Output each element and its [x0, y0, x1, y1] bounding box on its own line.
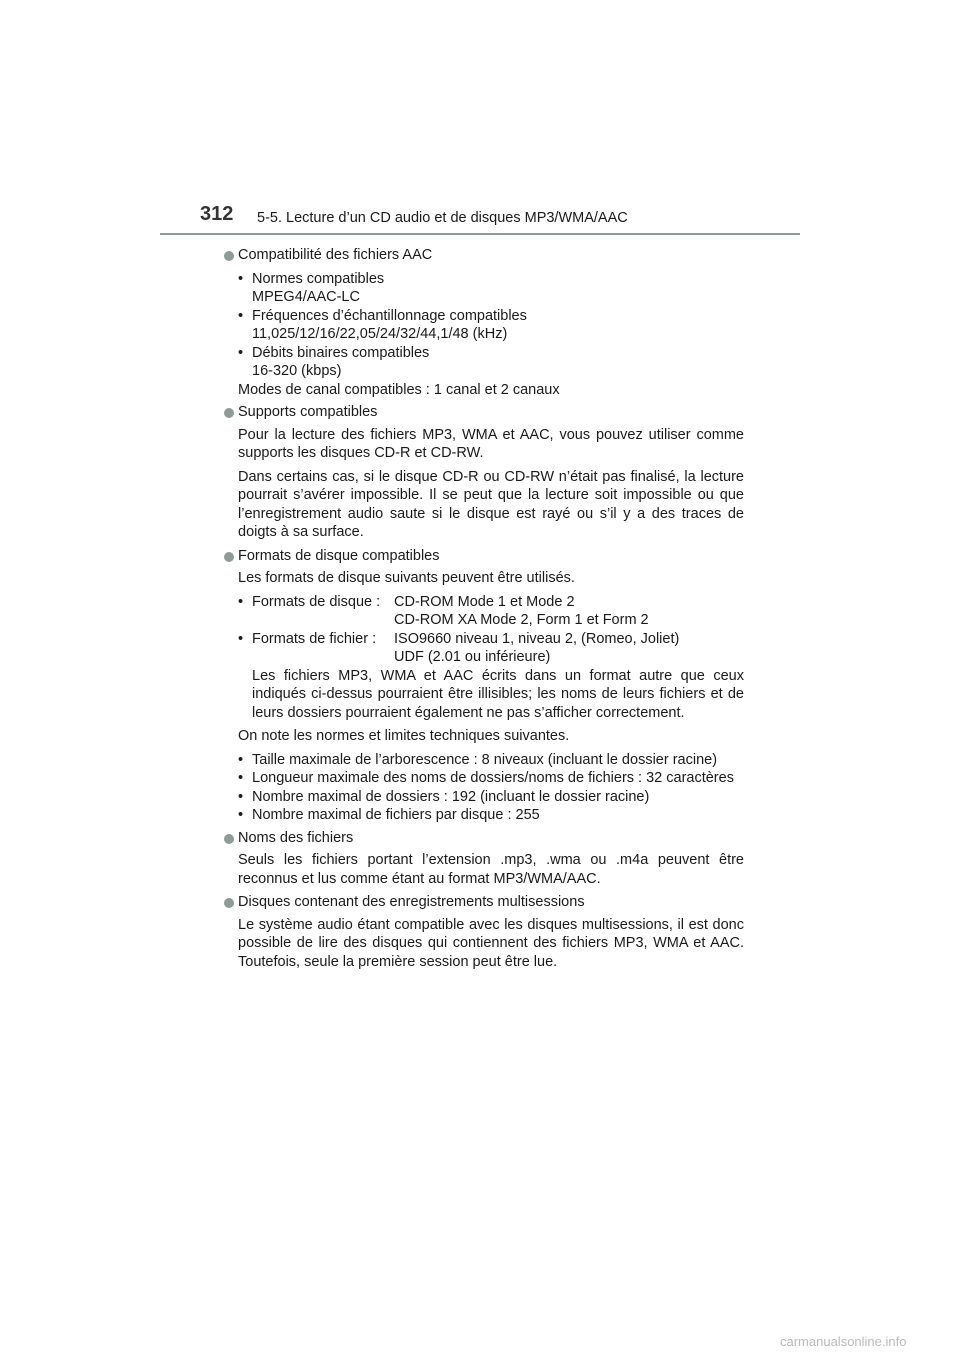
- bullet-dot-icon: •: [238, 751, 244, 768]
- definition-value: UDF (2.01 ou inférieure): [394, 649, 551, 665]
- item-value: 16-320 (kbps): [252, 363, 342, 379]
- item-value: MPEG4/AAC-LC: [252, 289, 360, 305]
- section-heading-multisession: [224, 893, 744, 912]
- section-heading-media: [224, 403, 744, 422]
- bullet-dot-icon: •: [238, 770, 244, 786]
- item-text: Taille maximale de l’arborescence : 8 niveaux (incluant le dossier racine): [252, 751, 718, 768]
- list-item: [238, 307, 744, 344]
- item-label: Fréquences d’échantillonnage compatibles: [252, 307, 527, 324]
- item-label: Débits binaires compatibles: [252, 344, 430, 361]
- definition-value: CD-ROM Mode 1 et Mode 2: [394, 593, 575, 610]
- item-value: 11,025/12/16/22,05/24/32/44,1/48 (kHz): [252, 326, 508, 342]
- definition-value: CD-ROM XA Mode 2, Form 1 et Form 2: [394, 612, 649, 628]
- media-paragraph-1: Pour la lecture des fichiers MP3, WMA et AAC, vous pouvez utiliser comme supports les disques CD-R et CD-RW.: [238, 426, 744, 461]
- heading-text: Disques contenant des enregistrements multisessions: [238, 894, 585, 910]
- formats-intro: Les formats de disque suivants peuvent être utilisés.: [238, 570, 575, 586]
- names-paragraph: Seuls les fichiers portant l’extension .mp3, .wma ou .m4a peuvent être reconnus et lus comme étant au format MP3/WMA/AAC.: [238, 852, 744, 887]
- watermark: carmanualsonline.info: [780, 1334, 907, 1349]
- item-text: Nombre maximal de fichiers par disque : 255: [252, 807, 540, 823]
- formats-definitions: [238, 593, 744, 667]
- bullet-circle-icon: [224, 834, 234, 844]
- heading-text: Compatibilité des fichiers AAC: [238, 247, 433, 263]
- section-title: 5-5. Lecture d’un CD audio et de disques MP3/WMA/AAC: [257, 210, 628, 226]
- section-heading-names: [224, 829, 744, 848]
- section-heading-formats: [224, 547, 744, 566]
- bullet-circle-icon: [224, 898, 234, 908]
- heading-text: Noms des fichiers: [238, 829, 354, 846]
- item-text: Longueur maximale des noms de dossiers/noms de fichiers : 32 caractères: [252, 770, 734, 786]
- bullet-dot-icon: •: [238, 807, 244, 823]
- list-item: [238, 788, 744, 807]
- limits-intro: On note les normes et limites techniques suivantes.: [238, 728, 570, 744]
- definition-row: [238, 630, 744, 667]
- section-heading-aac: [224, 246, 744, 265]
- limits-list: [238, 751, 744, 825]
- bullet-dot-icon: •: [238, 593, 244, 610]
- bullet-circle-icon: [224, 408, 234, 418]
- bullet-dot-icon: •: [238, 270, 244, 287]
- list-item: [238, 806, 744, 825]
- list-item: [238, 751, 744, 770]
- item-label: Normes compatibles: [252, 270, 385, 287]
- aac-list: [238, 270, 744, 400]
- definition-label: Formats de disque :: [252, 593, 381, 610]
- multisession-paragraph: Le système audio étant compatible avec les disques multisessions, il est donc possible de lire des disques qui contiennent des fichiers MP3, WMA et AAC. Toutefois, seule la première session peut être lue.: [238, 916, 744, 970]
- heading-text: Supports compatibles: [238, 404, 378, 420]
- definition-label: Formats de fichier :: [252, 630, 377, 647]
- bullet-dot-icon: •: [238, 630, 244, 647]
- bullet-dot-icon: •: [238, 344, 244, 361]
- page-content: [224, 242, 744, 971]
- list-item: [238, 270, 744, 307]
- page-number: 312: [200, 203, 234, 225]
- definition-row: [238, 593, 744, 630]
- page-header: [0, 0, 960, 240]
- item-text: Nombre maximal de dossiers : 192 (incluant le dossier racine): [252, 788, 650, 805]
- list-item: [238, 344, 744, 381]
- heading-text: Formats de disque compatibles: [238, 547, 440, 564]
- definition-values: [394, 630, 744, 667]
- channel-modes-text: Modes de canal compatibles : 1 canal et 2 canaux: [238, 381, 560, 398]
- bullet-circle-icon: [224, 251, 234, 261]
- bullet-dot-icon: •: [238, 788, 244, 805]
- media-paragraph-2: Dans certains cas, si le disque CD-R ou CD-RW n’était pas finalisé, la lecture pourrait s’avérer impossible. Il se peut que la lecture soit impossible ou que l’enregistrement audio saute si le disque est rayé ou s’il y a des traces de doigts à sa surface.: [238, 468, 744, 540]
- definition-values: [394, 593, 744, 630]
- list-item: [238, 769, 744, 788]
- bullet-circle-icon: [224, 552, 234, 562]
- bullet-dot-icon: •: [238, 307, 244, 324]
- formats-note: Les fichiers MP3, WMA et AAC écrits dans un format autre que ceux indiqués ci-dessus pourraient être illisibles; les noms de leurs fichiers et de leurs dossiers pourraient également ne pas s’afficher correctement.: [252, 667, 744, 721]
- header-divider: [160, 233, 800, 235]
- definition-value: ISO9660 niveau 1, niveau 2, (Romeo, Joliet): [394, 630, 680, 647]
